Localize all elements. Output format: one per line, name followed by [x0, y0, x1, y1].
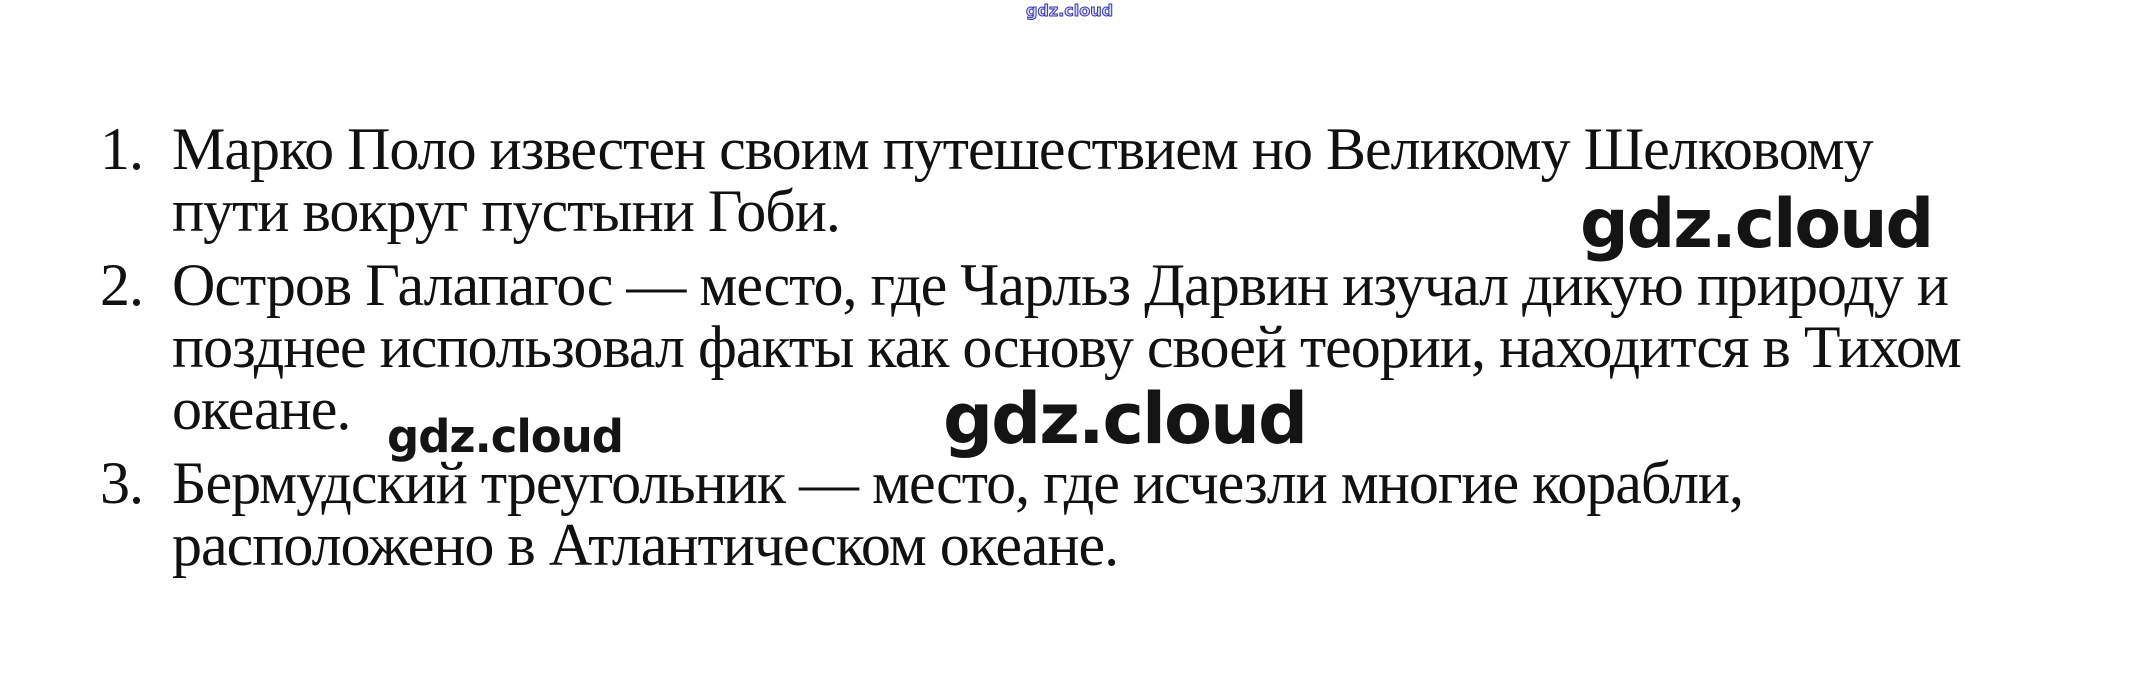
- text-line: океане.: [172, 376, 351, 442]
- list-item: [100, 452, 2080, 576]
- text-line: Остров Галапагос — место, где Чарльз Дарвин изучал дикую природу и: [172, 252, 1948, 318]
- list-item-text: [172, 118, 2080, 242]
- watermark-large-right: gdz.cloud: [1580, 185, 1933, 264]
- list-item-number: 2.: [100, 252, 143, 318]
- numbered-list: [100, 118, 2080, 576]
- text-line: позднее использовал факты как основу своей теории, находится в Тихом: [172, 314, 1961, 380]
- text-line: расположено в Атлантическом океане.: [172, 512, 1119, 578]
- text-line: пути вокруг пустыни Гоби.: [172, 178, 840, 244]
- list-item-number: 3.: [100, 450, 143, 516]
- list-item-text: [172, 452, 2080, 576]
- watermark-top: gdz.cloud: [1026, 1, 1114, 20]
- list-item: [100, 118, 2080, 242]
- list-item-text: [172, 254, 2080, 440]
- list-item: [100, 254, 2080, 440]
- watermark-left-small: gdz.cloud: [387, 410, 623, 463]
- text-line: Бермудский треугольник — место, где исчезли многие корабли,: [172, 450, 1743, 516]
- text-line: Марко Поло известен своим путешествием но Великому Шелковому: [172, 116, 1873, 182]
- list-item-number: 1.: [100, 116, 143, 182]
- watermark-center: gdz.cloud: [943, 378, 1307, 460]
